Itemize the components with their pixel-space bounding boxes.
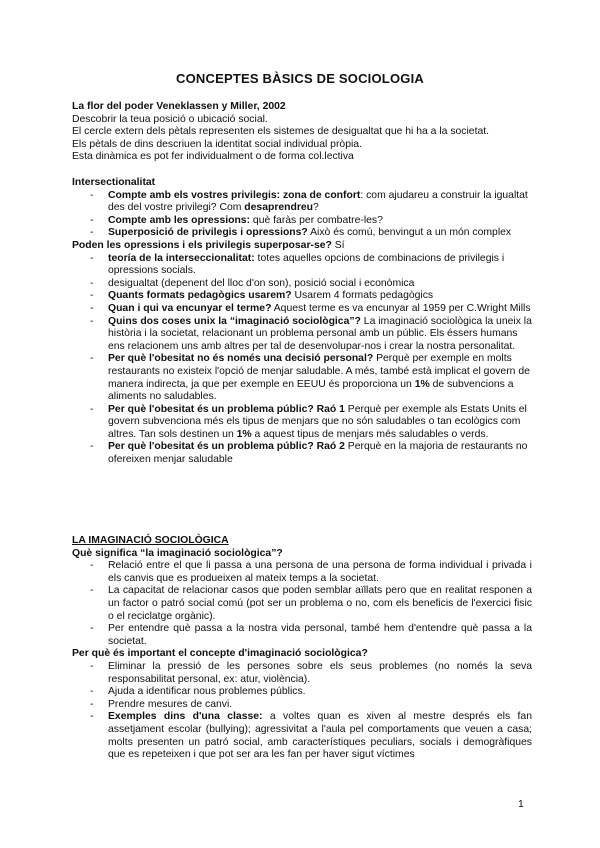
list-item: - Quants formats pedagògics usarem? Usarem 4 formats pedagògics xyxy=(72,290,532,303)
list-item: - Per entendre què passa a la nostra vida personal, també hem d'entendre què passa a la societat. xyxy=(72,623,532,648)
list-item: - Compte amb els vostres privilegis: zona de confort: com ajudareu a construir la igualtat des del vostre privilegi? Com desaprendreu? xyxy=(72,190,532,215)
section-intersectionalitat xyxy=(72,177,532,467)
paragraph-line: Esta dinàmica es pot fer individualment o de forma col.lectiva xyxy=(72,151,354,163)
list-item: - Ajuda a identificar nous problemes públics. xyxy=(72,686,532,699)
page-number: 1 xyxy=(518,799,524,810)
list-item: - Quan i qui va encunyar el terme? Aquest terme es va encunyar al 1959 per C.Wright Mills xyxy=(72,303,532,316)
list-item: - desigualtat (depenent del lloc d'on son), posició social i econòmica xyxy=(72,278,532,291)
list-item: - Prendre mesures de canvi. xyxy=(72,699,532,712)
question-line: Poden les opressions i els privilegis superposar-se? Sí xyxy=(72,239,345,251)
list-item: - Per què l'obesitat no és només una decisió personal? Perquè per exemple en molts restaurants no existeix l'opció de menjar saludable. A més, també està implicat el govern de manera indirecta, ja que per exemple en EEUU és proporciona un 1% de subvencions a aliments no saludables. xyxy=(72,353,532,403)
list-item: - Per què l'obesitat és un problema públic? Raó 1 Perquè per exemple als Estats Units el govern subvenciona més els tipus de menjars que no són saludables o tan ecològics com altres. Tan sols destinen un 1% a aquest tipus de menjars més saludables o verds. xyxy=(72,404,532,442)
list-item: - Superposició de privilegis i opressions? Això és comú, benvingut a un món complex xyxy=(72,227,532,240)
section-heading: LA IMAGINACIÓ SOCIOLÒGICA xyxy=(72,535,229,546)
list-item: - Per què l'obesitat és un problema públic? Raó 2 Perquè en la majoria de restaurants no ofereixen menjar saludable xyxy=(72,441,532,466)
list-item: - Exemples dins d'una classe: a voltes quan es xiven al mestre després els fan assetjament escolar (bullying); agressivitat a l'aula pel comportaments que veuen a casa; molts presenten un patró social, amb característiques peculiars, socials i demogràfiques que es repeteixen i que pot ser ara les fan per haver sigut víctimes xyxy=(72,711,532,761)
question-line: Per què és important el concepte d'imaginació sociològica? xyxy=(72,648,368,660)
paragraph-line: Descobrir la teua posició o ubicació social. xyxy=(72,113,268,125)
paragraph-line: Els pètals de dins descriuen la identitat social individual pròpia. xyxy=(72,138,362,150)
section-heading: La flor del poder Veneklassen y Miller, 2002 xyxy=(72,101,286,112)
question-line: Què significa “la imaginació sociològica”? xyxy=(72,547,283,559)
section-imaginacio-sociologica xyxy=(72,535,532,762)
paragraph-line: El cercle extern dels pètals representen els sistemes de desigualtat que hi ha a la societat. xyxy=(72,126,490,138)
list-item: - La capacitat de relacionar casos que poden semblar aïllats pero que en realitat responen a un factor o patró social comú (pot ser un problema o no, com els beneficis de l'exercici fisic o el reciclatge orgànic). xyxy=(72,585,532,623)
list-item: - Eliminar la pressió de les persones sobre els seus problemes (no només la seva responsabilitat personal, ex: atur, violència). xyxy=(72,661,532,686)
section-flor-del-poder xyxy=(72,101,532,164)
list-item: - Quins dos coses unix la “imaginació sociològica”? La imaginació sociològica la uneix la història i la societat, relacionant un problema personal amb un públic. Els éssers humans ens relacionem uns amb altres per tal de desenvolupar-nos i crear la nostra personalitat. xyxy=(72,316,532,354)
list-item: - teoría de la interseccionalitat: totes aquelles opcions de combinacions de privilegis i opressions socials. xyxy=(72,253,532,278)
section-heading: Intersectionalitat xyxy=(72,177,156,188)
list-item: - Compte amb les opressions: què faràs per combatre-les? xyxy=(72,215,532,228)
document-title: CONCEPTES BÀSICS DE SOCIOLOGIA xyxy=(176,71,424,86)
list-item: - Relació entre el que li passa a una persona de una persona de forma individual i privada i els canvis que es produeixen al mateix temps a la societat. xyxy=(72,560,532,585)
